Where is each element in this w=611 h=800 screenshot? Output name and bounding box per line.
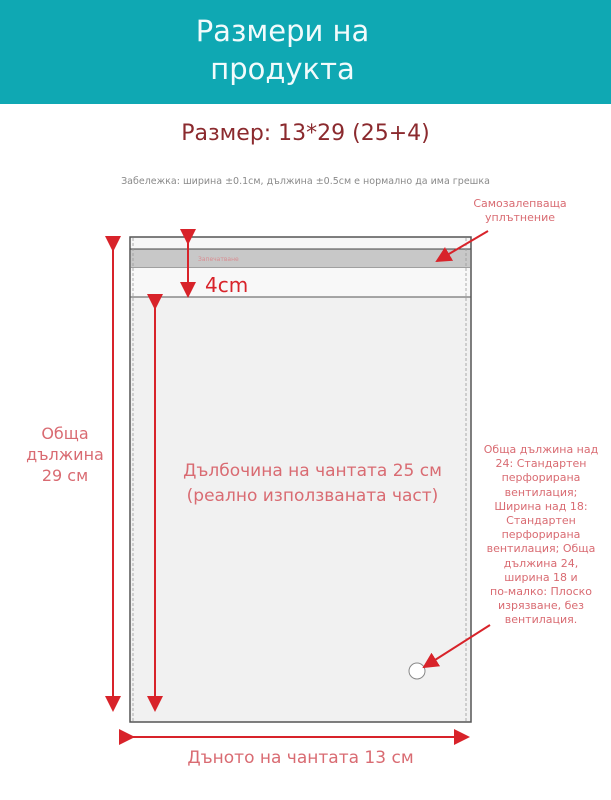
vent-line: перфорирана — [501, 528, 581, 542]
vent-line: Ширина над 18: — [494, 499, 588, 513]
bottom-width-label: Дъното на чантата 13 см — [187, 748, 414, 768]
vent-line: Обща дължина над — [483, 443, 599, 456]
vent-line: по-малко: Плоско — [490, 585, 592, 599]
vent-line: ширина 18 и — [504, 570, 578, 584]
total-length-line: Обща — [41, 424, 89, 443]
adhesive-strip — [131, 249, 470, 268]
vent-line: изрязване, без — [497, 599, 585, 613]
tolerance-note: Забележка: ширина ±0.1см, дължина ±0.5см е нормално да има грешка — [121, 176, 490, 187]
vent-line: перфорирана — [501, 471, 581, 485]
vent-line: вентилация. — [504, 613, 578, 627]
vent-line: 24: Стандартен — [495, 457, 587, 471]
title-line-1: Размери на — [195, 14, 370, 48]
depth-label-line: Дълбочина на чантата 25 см — [183, 461, 442, 481]
title-line-2: продукта — [210, 52, 355, 86]
flap-label: 4cm — [205, 273, 249, 297]
ventilation-note — [476, 443, 606, 628]
printing-label: Запечатване — [198, 256, 239, 263]
depth-label — [160, 459, 465, 509]
total-length-line: дължина — [26, 445, 104, 464]
total-length-label — [20, 423, 110, 486]
seal-label — [460, 197, 580, 225]
total-length-line: 29 см — [41, 466, 89, 485]
vent-line: вентилация; — [504, 485, 578, 499]
seal-label-line: уплътнение — [485, 211, 555, 224]
vent-line: вентилация; Обща — [486, 542, 596, 556]
depth-label-line: (реално използваната част) — [186, 486, 439, 506]
size-title: Размер: 13*29 (25+4) — [181, 121, 430, 146]
vent-hole-icon — [409, 663, 425, 679]
vent-line: дължина 24, — [503, 556, 579, 570]
seal-label-line: Самозалепваща — [473, 197, 567, 210]
vent-line: Стандартен — [506, 514, 576, 528]
